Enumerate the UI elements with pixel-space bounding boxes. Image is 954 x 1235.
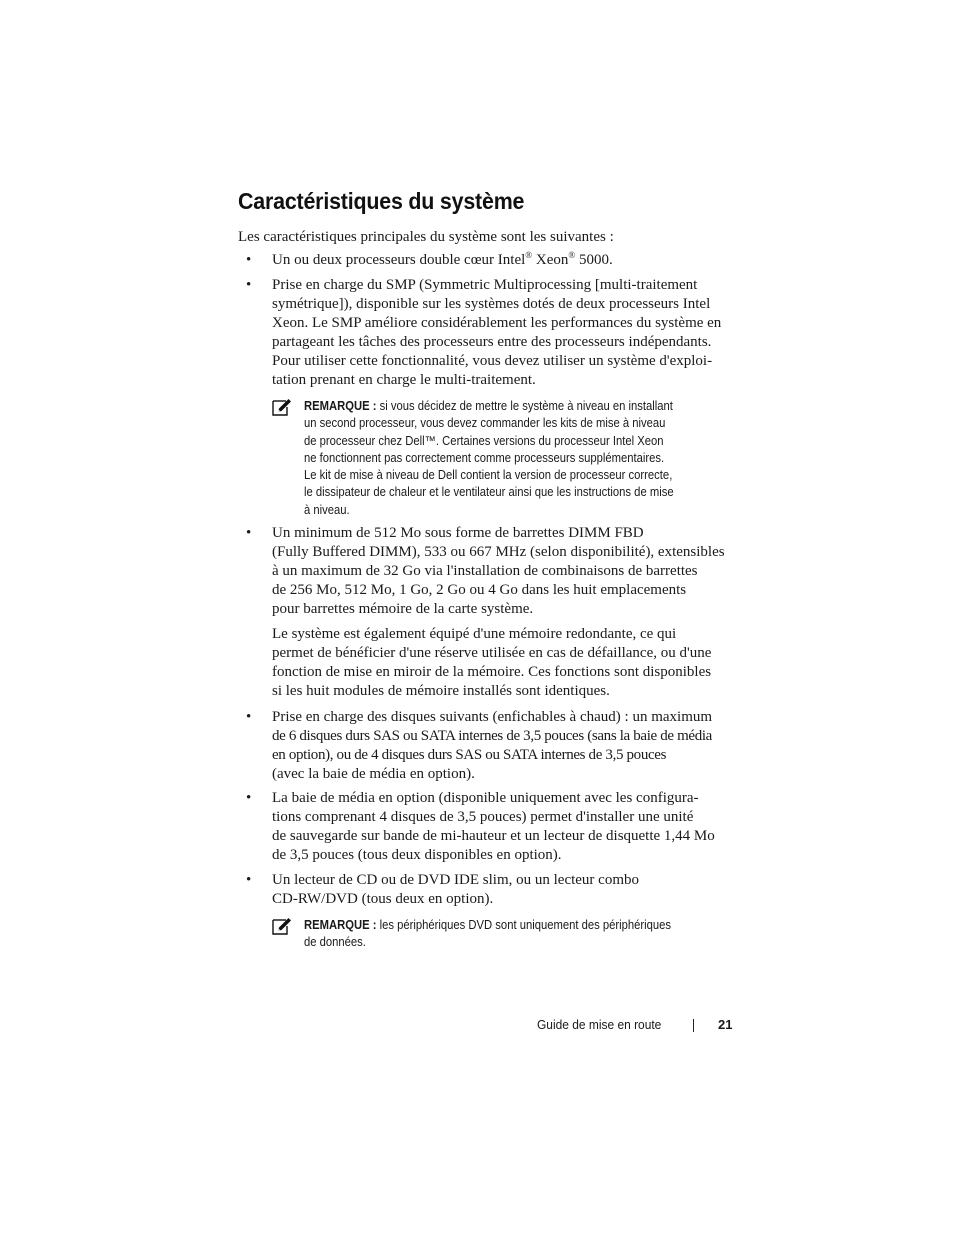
bullet-line: si les huit modules de mémoire installés sont identiques. (272, 683, 610, 699)
intro-text: Les caractéristiques principales du système sont les suivantes : (238, 229, 614, 245)
note-label: REMARQUE : (304, 918, 377, 932)
bullet-line: en option), ou de 4 disques durs SAS ou SATA internes de 3,5 pouces (272, 747, 667, 763)
bullet-line: Un ou deux processeurs double cœur Intel® Xeon® 5000. (272, 250, 613, 268)
bullet-line: de sauvegarde sur bande de mi-hauteur et un lecteur de disquette 1,44 Mo (272, 828, 715, 844)
bullet-line: (avec la baie de média en option). (272, 766, 475, 782)
note-text (304, 917, 742, 952)
footer-guide-title: Guide de mise en route (537, 1017, 662, 1032)
bullet-line: Le système est également équipé d'une mémoire redondante, ce qui (272, 626, 677, 642)
note-text (304, 398, 742, 519)
bullet-line: CD-RW/DVD (tous deux en option). (272, 891, 494, 907)
bullet-line: de 6 disques durs SAS ou SATA internes de 3,5 pouces (sans la baie de média (272, 728, 712, 744)
feature-bullet-disks (246, 708, 746, 784)
bullet-paragraph (272, 625, 746, 701)
bullet-line: partageant les tâches des processeurs entre des processeurs indépendants. (272, 334, 712, 350)
feature-bullet-optical-drive (246, 871, 746, 909)
bullet-line: Pour utiliser cette fonctionnalité, vous devez utiliser un système d'exploi- (272, 353, 713, 369)
bullet-line: fonction de mise en miroir de la mémoire. Ces fonctions sont disponibles (272, 664, 712, 680)
note-line: REMARQUE : les périphériques DVD sont uniquement des périphériques (304, 918, 672, 932)
bullet-line: Prise en charge des disques suivants (enfichables à chaud) : un maximum (272, 709, 713, 725)
note-pencil-icon (272, 398, 292, 416)
bullet-dot: • (246, 872, 252, 888)
footer-separator (693, 1019, 694, 1032)
bullet-dot: • (246, 709, 252, 725)
feature-bullet-memory (246, 524, 746, 701)
bullet-line: de 3,5 pouces (tous deux disponibles en option). (272, 847, 562, 863)
note-line: REMARQUE : si vous décidez de mettre le système à niveau en installant (304, 399, 673, 413)
feature-bullet-processors (246, 251, 746, 270)
bullet-dot: • (246, 252, 252, 268)
note-pencil-icon (272, 917, 292, 935)
note-line: le dissipateur de chaleur et le ventilateur ainsi que les instructions de mise (304, 485, 674, 500)
bullet-line: Prise en charge du SMP (Symmetric Multiprocessing [multi-traitement (272, 277, 698, 293)
feature-bullet-smp (246, 276, 746, 390)
bullet-line: à un maximum de 32 Go via l'installation de combinaisons de barrettes (272, 563, 698, 579)
bullet-line: pour barrettes mémoire de la carte système. (272, 601, 534, 617)
bullet-dot: • (246, 790, 252, 806)
bullet-line: tions comprenant 4 disques de 3,5 pouces) permet d'installer une unité (272, 809, 694, 825)
bullet-line: symétrique]), disponible sur les systèmes dotés de deux processeurs Intel (272, 296, 711, 312)
bullet-line: La baie de média en option (disponible uniquement avec les configura- (272, 790, 699, 806)
bullet-line: permet de bénéficier d'une réserve utilisée en cas de défaillance, ou d'une (272, 645, 712, 661)
note-line: à niveau. (304, 502, 350, 517)
page-title: Caractéristiques du système (238, 188, 525, 214)
note-line: de processeur chez Dell™. Certaines versions du processeur Intel Xeon (304, 433, 664, 448)
bullet-line: Un minimum de 512 Mo sous forme de barrettes DIMM FBD (272, 525, 644, 541)
page-number: 21 (718, 1017, 733, 1032)
bullet-line: (Fully Buffered DIMM), 533 ou 667 MHz (selon disponibilité), extensibles (272, 544, 725, 560)
note-line: un second processeur, vous devez commander les kits de mise à niveau (304, 416, 666, 431)
bullet-line: de 256 Mo, 512 Mo, 1 Go, 2 Go ou 4 Go dans les huit emplacements (272, 582, 687, 598)
note-line: ne fonctionnent pas correctement comme processeurs supplémentaires. (304, 450, 665, 465)
feature-bullet-media-bay (246, 789, 746, 865)
bullet-dot: • (246, 525, 252, 541)
note-label: REMARQUE : (304, 399, 377, 413)
note-dvd-devices (272, 917, 742, 952)
note-line: Le kit de mise à niveau de Dell contient la version de processeur correcte, (304, 468, 673, 483)
bullet-line: Xeon. Le SMP améliore considérablement les performances du système en (272, 315, 722, 331)
bullet-line: Un lecteur de CD ou de DVD IDE slim, ou un lecteur combo (272, 872, 639, 888)
bullet-line: tation prenant en charge le multi-traitement. (272, 372, 536, 388)
note-processor-upgrade (272, 398, 742, 519)
note-line: de données. (304, 935, 366, 950)
bullet-dot: • (246, 277, 252, 293)
